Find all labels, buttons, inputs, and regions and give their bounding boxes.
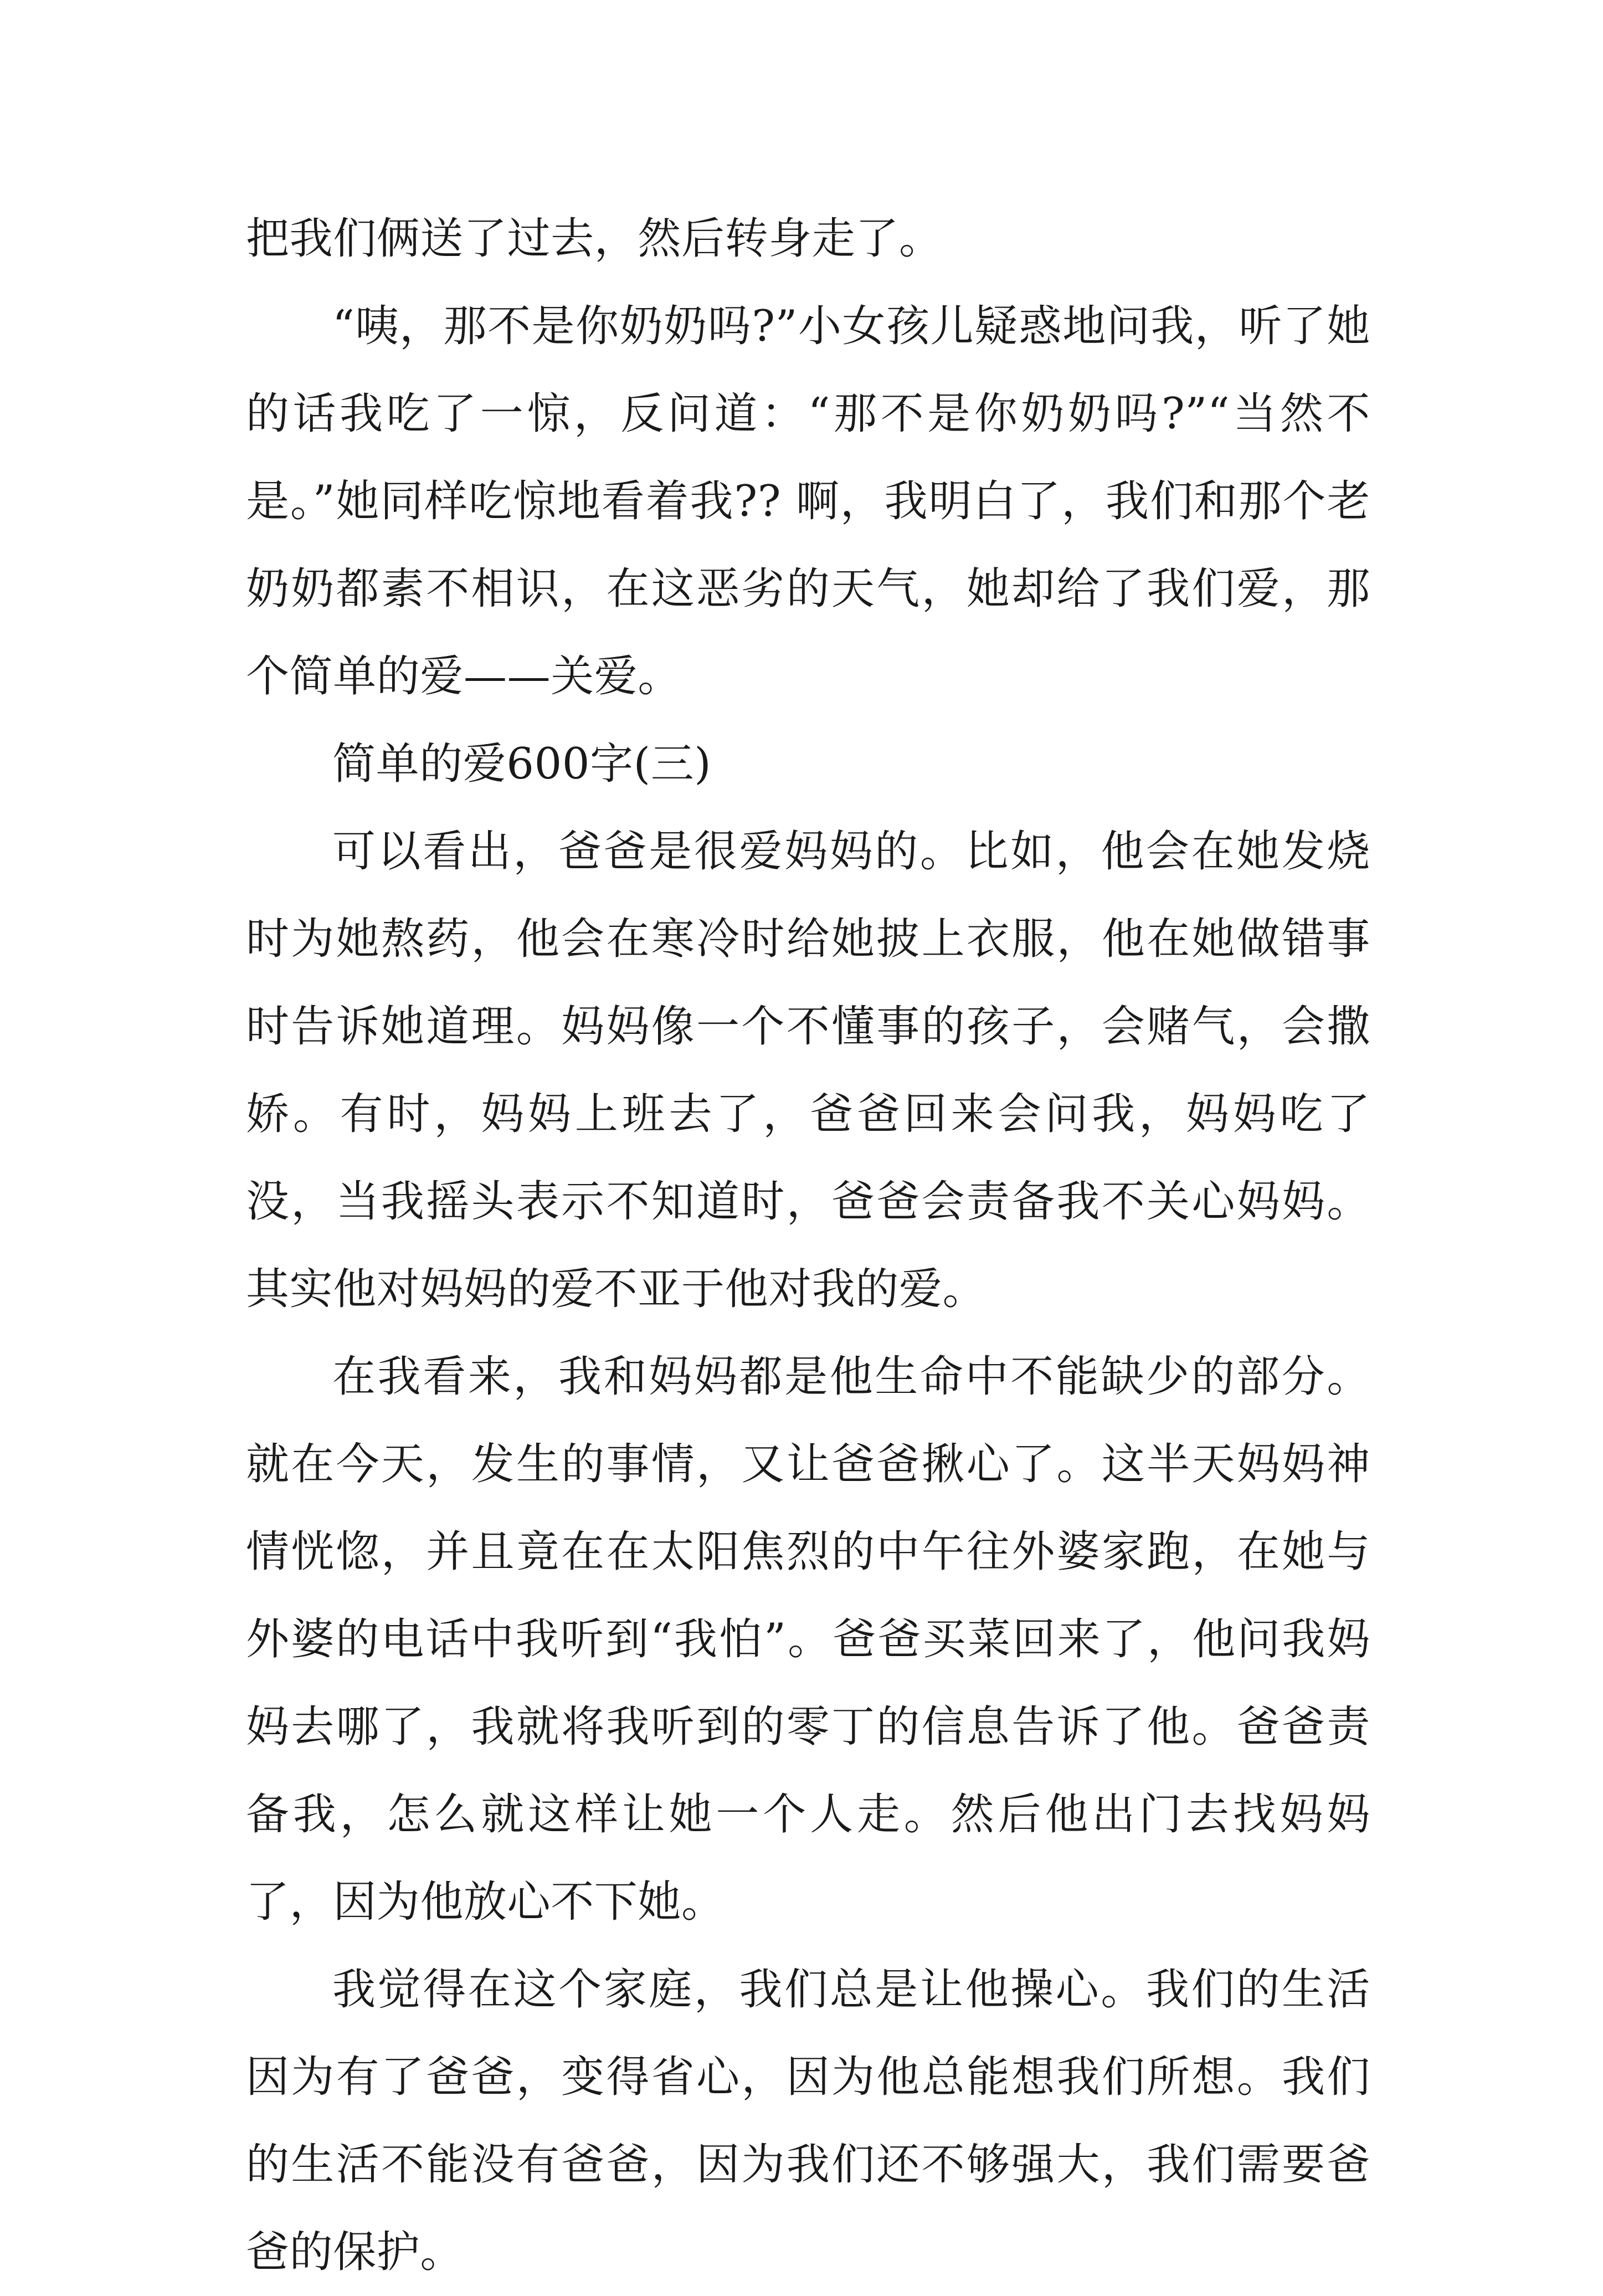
paragraph-3: 可以看出，爸爸是很爱妈妈的。比如，他会在她发烧时为她熬药，他会在寒冷时给她披上衣服，他在她做错事时告诉她道理。妈妈像一个不懂事的孩子，会赌气，会撒娇。有时，妈妈上班去了，爸爸回来会问我，妈妈吃了没，当我摇头表示不知道时，爸爸会责备我不关心妈妈。其实他对妈妈的爱不亚于他对我的爱。 xyxy=(246,827,1370,1314)
paragraph-2: “咦，那不是你奶奶吗?”小女孩儿疑惑地问我，听了她的话我吃了一惊，反问道：“那不是你奶奶吗?”“当然不是。”她同样吃惊地看着我?? 啊，我明白了，我们和那个老奶奶都素不相识，在这恶劣的天气，她却给了我们爱，那个简单的爱——关爱。 xyxy=(246,301,1370,701)
section-heading: 简单的爱600字(三) xyxy=(332,739,712,789)
paragraph-4: 在我看来，我和妈妈都是他生命中不能缺少的部分。就在今天，发生的事情，又让爸爸揪心了。这半天妈妈神情恍惚，并且竟在在太阳焦烈的中午往外婆家跑，在她与外婆的电话中我听到“我怕”。爸爸买菜回来了，他问我妈妈去哪了，我就将我听到的零丁的信息告诉了他。爸爸责备我，怎么就这样让她一个人走。然后他出门去找妈妈了，因为他放心不下她。 xyxy=(246,1352,1370,1927)
document-body xyxy=(246,195,1370,2296)
paragraph-1: 把我们俩送了过去，然后转身走了。 xyxy=(246,214,943,264)
paragraph-5: 我觉得在这个家庭，我们总是让他操心。我们的生活因为有了爸爸，变得省心，因为他总能想我们所想。我们的生活不能没有爸爸，因为我们还不够强大，我们需要爸爸的保护。 xyxy=(246,1965,1370,2277)
